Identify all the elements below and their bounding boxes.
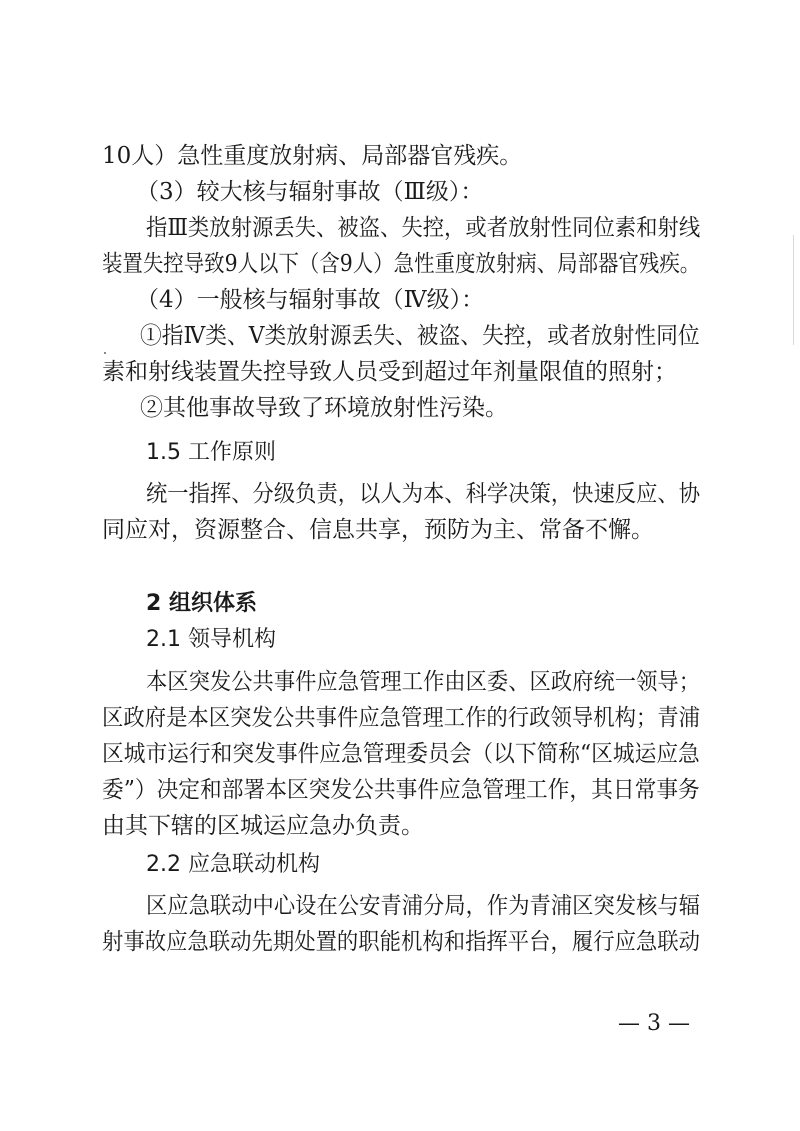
text-line: 装置失控导致9人以下（含9人）急性重度放射病、局部器官残疾。 xyxy=(102,251,701,277)
text-line: 由其下辖的区城运应急办负责。 xyxy=(102,813,424,839)
item-4-heading: （4）一般核与辐射事故（Ⅳ级）： xyxy=(136,287,485,313)
text-line: ②其他事故导致了环境放射性污染。 xyxy=(140,395,508,421)
section-2-heading: 2 组织体系 xyxy=(146,591,257,616)
scan-dot-mark xyxy=(104,352,106,354)
text-line: 区政府是本区突发公共事件应急管理工作的行政领导机构；青浦 xyxy=(102,705,700,731)
section-2-2-heading: 2.2 应急联动机构 xyxy=(146,852,320,877)
text-line: 本区突发公共事件应急管理工作由区委、区政府统一领导； xyxy=(146,669,700,695)
scan-edge-mark xyxy=(793,235,794,345)
text-line: 区应急联动中心设在公安青浦分局，作为青浦区突发核与辐 xyxy=(146,893,700,919)
text-line: 区城市运行和突发事件应急管理委员会（以下简称“区城运应急 xyxy=(102,741,700,767)
section-2-1-heading: 2.1 领导机构 xyxy=(146,627,276,652)
text-line: 射事故应急联动先期处置的职能机构和指挥平台，履行应急联动 xyxy=(102,929,700,955)
text-line: 指Ⅲ类放射源丢失、被盗、失控，或者放射性同位素和射线 xyxy=(146,215,701,241)
item-3-heading: （3）较大核与辐射事故（Ⅲ级）： xyxy=(136,179,484,205)
text-line: 统一指挥、分级负责，以人为本、科学决策，快速反应、协 xyxy=(146,481,700,507)
page-number: — 3 — xyxy=(618,1011,690,1036)
text-line: 委”）决定和部署本区突发公共事件应急管理工作，其日常事务 xyxy=(102,777,700,803)
text-line: 10人）急性重度放射病、局部器官残疾。 xyxy=(102,143,523,169)
text-line: 素和射线装置失控导致人员受到超过年剂量限值的照射； xyxy=(102,359,677,385)
text-line: 同应对，资源整合、信息共享，预防为主、常备不懈。 xyxy=(102,517,654,543)
text-line: ①指Ⅳ类、Ⅴ类放射源丢失、被盗、失控，或者放射性同位 xyxy=(140,323,700,349)
section-1-5-heading: 1.5 工作原则 xyxy=(146,440,276,465)
